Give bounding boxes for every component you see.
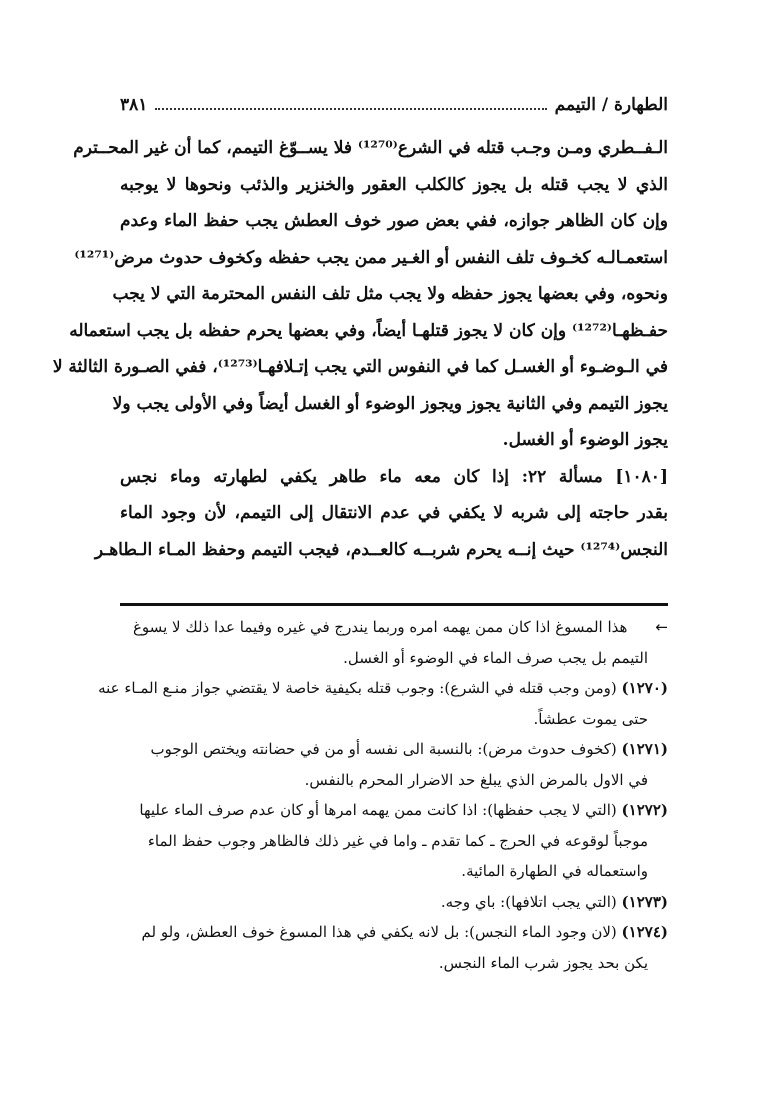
page-number: ٣٨١ [120,95,148,115]
running-header [120,88,668,122]
header-title: الطهارة / التيمم [554,95,668,115]
footnote-number: (١٢٧٤) [621,923,668,941]
footnote-text: (التي لا يجب حفظها): اذا كانت ممن يهمه امرها أو كان عدم صرف الماء عليها [139,801,617,819]
main-line: الذي لا يجب قتله بل يجوز كالكلب العقور والخنزير والذئب ونحوها لا يوجبه [120,174,668,195]
footnote-1272 [120,795,668,887]
footnote-text: يكن بحد يجوز شرب الماء النجس. [438,953,648,972]
footnote-text: هذا المسوغ اذا كان ممن يهمه امره وربما يندرج في غيره وفيما عدا ذلك لا يسوغ [132,618,628,636]
footnote-text: (ومن وجب قتله في الشرع): وجوب قتله بكيفية خاصة لا يقتضي جواز منـع المـاء عنه [98,679,617,697]
header-leader-dots [155,108,546,110]
main-text [52,130,668,568]
main-line: ونحوه، وفي بعضها يجوز حفظه ولا يجب مثل تلف النفس المحترمة التي لا يجب [112,284,668,304]
footnote-1270 [98,673,668,734]
footnote-continuation [120,612,668,673]
footnote-text: حتى يموت عطشاً. [533,709,648,728]
main-line: في الـوضـوء أو الغسـل كما في النفوس التي يجب إتـلافهـا⁽¹²⁷³⁾، ففي الصـورة الثالثة لا [52,357,668,377]
main-line: حفـظهـا⁽¹²⁷²⁾ وإن كان لا يجوز قتلهـا أيضاً، وفي بعضها يحرم حفظه بل يجب استعماله [69,320,668,341]
footnote-separator [120,603,668,606]
main-line: يجوز الوضوء أو الغسل. [502,430,668,450]
footnote-text: التيمم بل يجب صرف الماء في الوضوء أو الغسل. [343,648,648,667]
footnote-number: (١٢٧٣) [621,892,668,911]
main-line: وإن كان الظاهر جوازه، ففي بعض صور خوف العطش يجب حفظ الماء وعدم [120,211,668,231]
footnote-text: موجباً لوقوعه في الحرج ـ كما تقدم ـ واما في غير ذلك فالظاهر وجوب حفظ الماء [147,831,648,850]
main-line: يجوز التيمم وفي الثانية يجوز ويجوز الوضوء أو الغسل أيضاً وفي الأولى يجب ولا [112,393,668,414]
issue-heading-line: [١٠٨٠] مسألة ٢٢: إذا كان معه ماء طاهر يكفي لطهارته وماء نجس [120,466,668,487]
footnote-number: (١٢٧١) [621,740,668,758]
footnote-1274 [120,917,668,978]
footnote-number: (١٢٧٠) [621,679,668,697]
footnote-1273 [120,887,668,918]
footnote-1271 [120,734,668,795]
footnote-text: (لان وجود الماء النجس): بل لانه يكفي في هذا المسوغ خوف العطش، ولو لم [141,923,617,941]
footnote-text: في الاول بالمرض الذي يبلغ حد الاضرار المحرم بالنفس. [304,770,648,789]
main-line: استعمـالـه كخـوف تلف النفس أو الغـير ممن يجب حفظه وكخوف حدوث مرض⁽¹²⁷¹⁾ [74,247,668,268]
footnotes [98,612,668,978]
main-line: النجس⁽¹²⁷⁴⁾ حيث إنــه يحرم شربــه كالعــدم، فيجب التيمم وحفظ المـاء الـطاهـر [94,539,668,560]
footnote-number: (١٢٧٢) [621,801,668,819]
footnote-text: (كخوف حدوث مرض): بالنسبة الى نفسه أو من في حضانته ويختص الوجوب [150,740,617,758]
continuation-arrow-icon: ← [655,618,668,636]
main-line: بقدر حاجته إلى شربه لا يكفي في عدم الانتقال إلى التيمم، لأن وجود الماء [120,503,668,523]
main-line: الـفــطري ومـن وجـب قتله في الشرع⁽¹²⁷⁰⁾ فلا يســوّغ التيمم، كما أن غير المحــترم [73,138,668,158]
footnote-text: (التي يجب اتلافها): باي وجه. [440,892,617,911]
footnote-text: واستعماله في الطهارة المائية. [461,862,648,880]
